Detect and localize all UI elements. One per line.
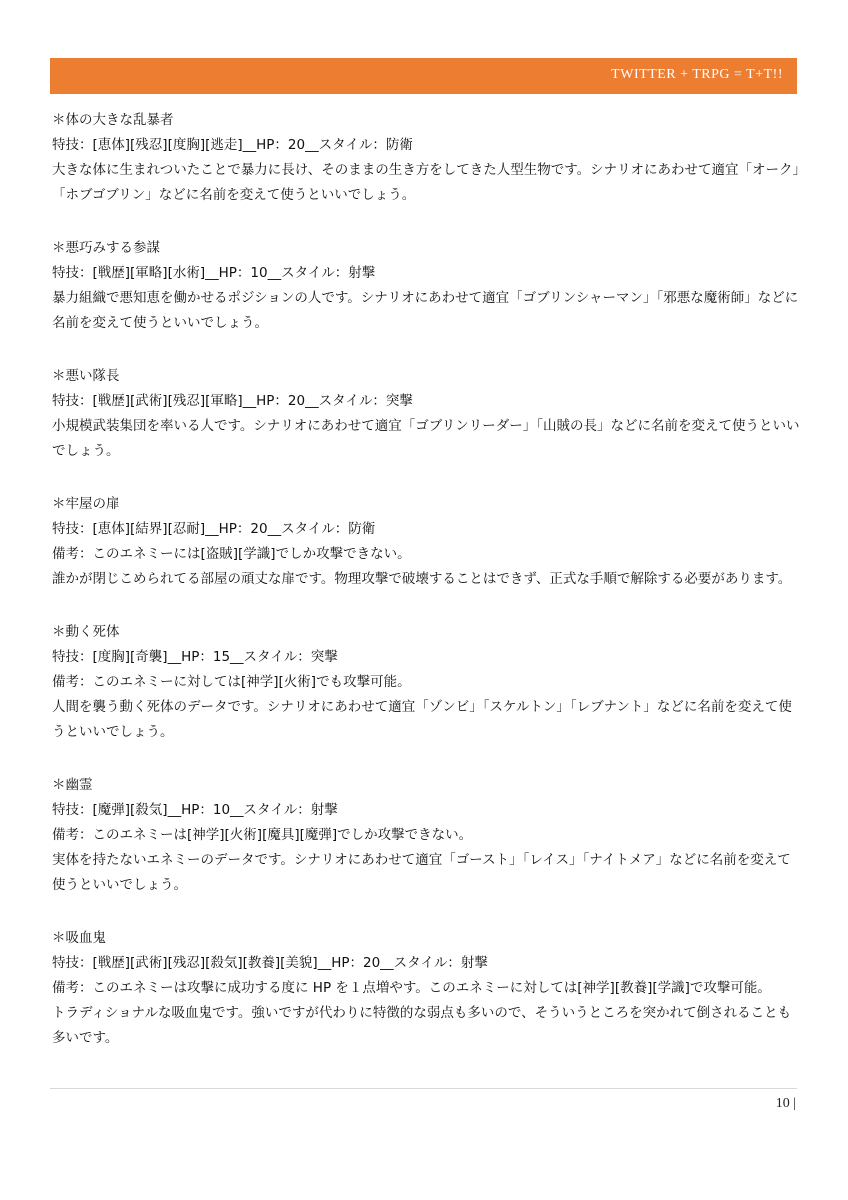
enemy-description: 小規模武装集団を率いる人です。シナリオにあわせて適宜「ゴブリンリーダー」「山賊の長」などに名前を変えて使うといいでしょう。 [52, 418, 800, 459]
enemy-entry [52, 108, 802, 208]
enemy-stats: 特技：[戦歴][軍略][水術]__HP：10__スタイル：射撃 [52, 265, 376, 281]
enemy-description: 備考：このエネミーは[神学][火術][魔具][魔弾]でしか攻撃できない。 [52, 827, 473, 843]
header-title: TWITTER + TRPG = T+T!! [611, 67, 783, 82]
enemy-entry [52, 926, 802, 1051]
enemy-stats: 特技：[魔弾][殺気]__HP：10__スタイル：射撃 [52, 802, 338, 818]
document-body [52, 108, 802, 1079]
enemy-name: ＊幽霊 [52, 777, 93, 793]
enemy-description: 備考：このエネミーには[盗賊][学識]でしか攻撃できない。 [52, 546, 411, 562]
enemy-name: ＊悪巧みする参謀 [52, 240, 160, 256]
enemy-description: 暴力組織で悪知恵を働かせるポジションの人です。シナリオにあわせて適宜「ゴブリンシャーマン」「邪悪な魔術師」などに名前を変えて使うといいでしょう。 [52, 290, 799, 331]
enemy-name: ＊吸血鬼 [52, 930, 106, 946]
enemy-name: ＊動く死体 [52, 624, 120, 640]
footer-divider [50, 1088, 797, 1089]
enemy-description: トラディショナルな吸血鬼です。強いですが代わりに特徴的な弱点も多いので、そういうところを突かれて倒されることも多いです。 [52, 1005, 792, 1046]
enemy-name: ＊牢屋の扉 [52, 496, 120, 512]
enemy-description: 実体を持たないエネミーのデータです。シナリオにあわせて適宜「ゴースト」「レイス」「ナイトメア」などに名前を変えて使うといいでしょう。 [52, 852, 791, 893]
enemy-stats: 特技：[恵体][結界][忍耐]__HP：20__スタイル：防衛 [52, 521, 376, 537]
enemy-entry [52, 492, 802, 592]
enemy-entry [52, 364, 802, 464]
enemy-entry [52, 773, 802, 898]
enemy-entry [52, 620, 802, 745]
enemy-stats: 特技：[戦歴][武術][残忍][殺気][教養][美貌]__HP：20__スタイル：射撃 [52, 955, 488, 971]
enemy-entry [52, 236, 802, 336]
enemy-description: 大きな体に生まれついたことで暴力に長け、そのままの生き方をしてきた人型生物です。シナリオにあわせて適宜「オーク」「ホブゴブリン」などに名前を変えて使うといいでしょう。 [52, 162, 800, 203]
header-bar [50, 58, 797, 94]
enemy-name: ＊悪い隊長 [52, 368, 120, 384]
enemy-stats: 特技：[恵体][残忍][度胸][逃走]__HP：20__スタイル：防衛 [52, 137, 413, 153]
enemy-description: 備考：このエネミーは攻撃に成功する度に HP を１点増やす。このエネミーに対しては[神学][教養][学識]で攻撃可能。 [52, 980, 771, 996]
enemy-description: 人間を襲う動く死体のデータです。シナリオにあわせて適宜「ゾンビ」「スケルトン」「レブナント」などに名前を変えて使うといいでしょう。 [52, 699, 792, 740]
enemy-stats: 特技：[度胸][奇襲]__HP：15__スタイル：突撃 [52, 649, 338, 665]
enemy-description: 備考：このエネミーに対しては[神学][火術]でも攻撃可能。 [52, 674, 411, 690]
enemy-name: ＊体の大きな乱暴者 [52, 112, 174, 128]
page-number: 10 | [775, 1096, 796, 1111]
enemy-description: 誰かが閉じこめられてる部屋の頑丈な扉です。物理攻撃で破壊することはできず、正式な手順で解除する必要があります。 [52, 571, 792, 587]
enemy-stats: 特技：[戦歴][武術][残忍][軍略]__HP：20__スタイル：突撃 [52, 393, 413, 409]
